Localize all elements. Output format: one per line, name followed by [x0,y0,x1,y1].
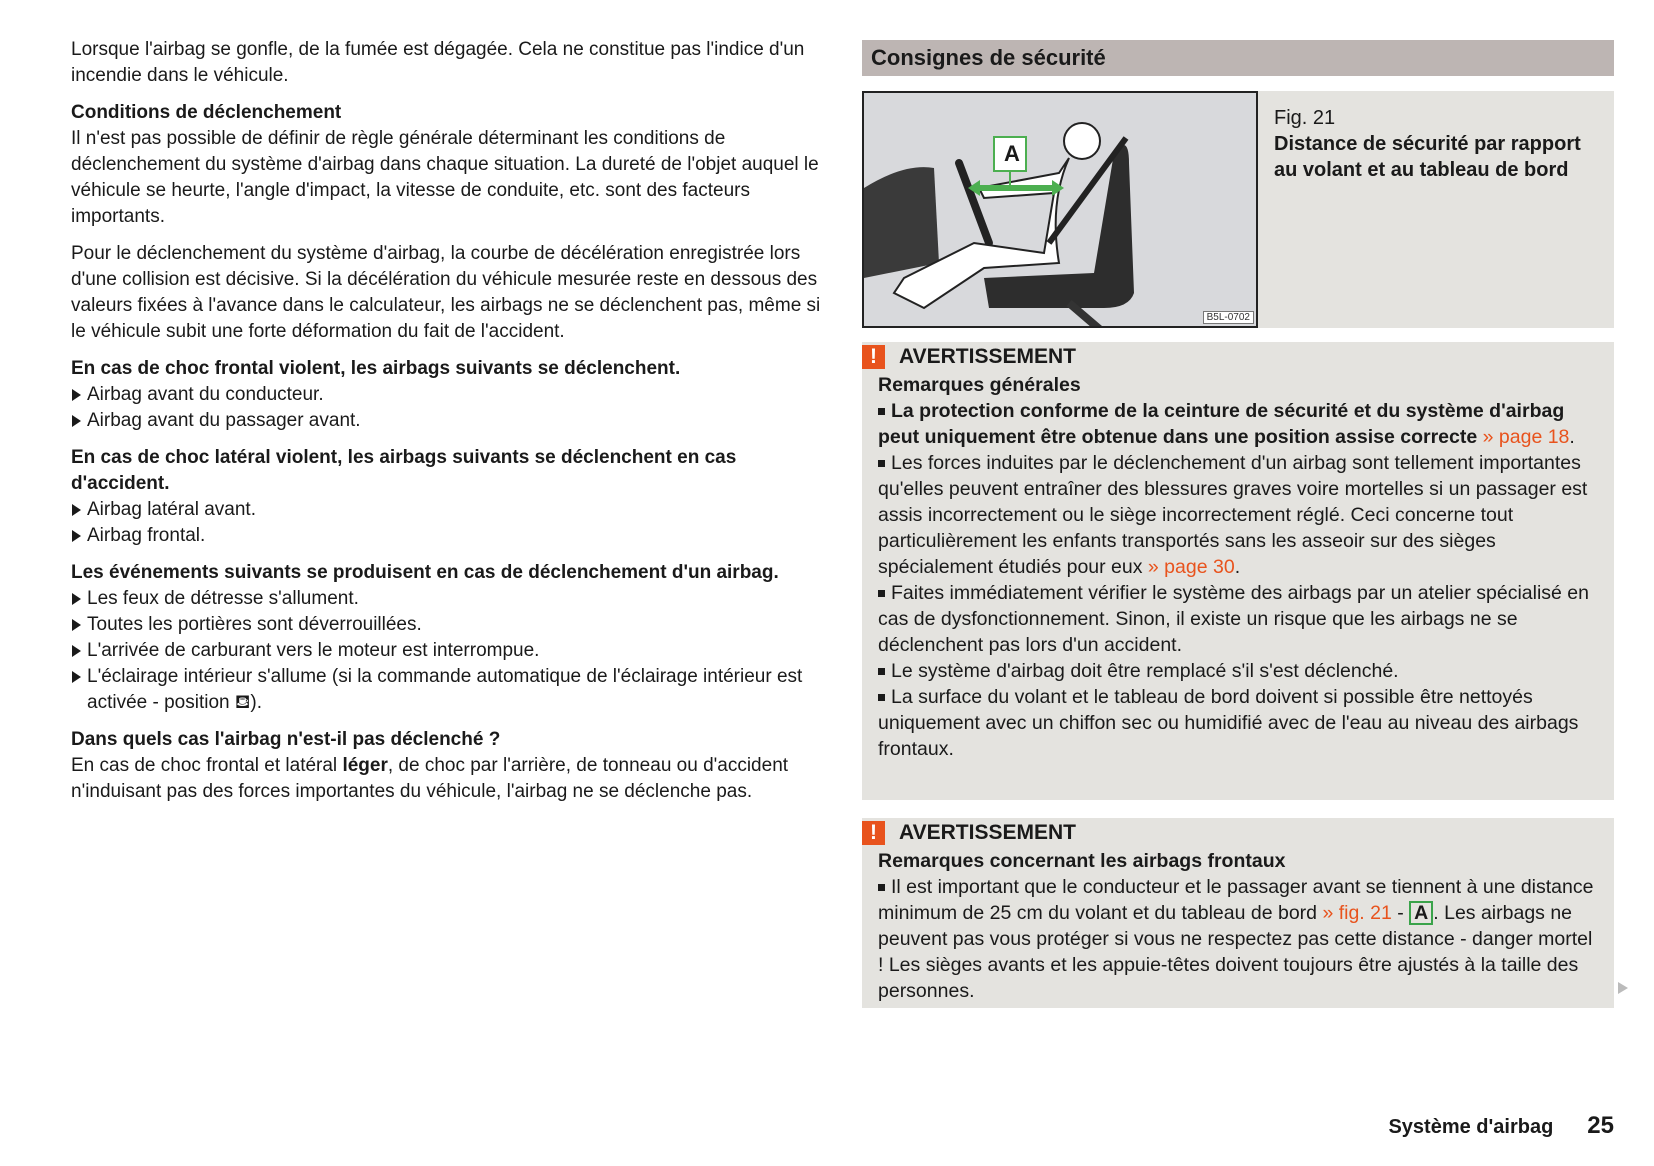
driver-seat-icon [864,93,1258,328]
warning-icon: ! [862,821,885,845]
bullet-icon [878,408,885,415]
figure-marker-a: A [1004,141,1020,166]
figure-panel [862,91,1614,328]
list-item: Toutes les portières sont déverrouillées. [71,612,827,638]
text-run: Les forces induites par le déclenchement d'un airbag sont tellement importantes qu'elles peuvent entraîner des blessures graves voire mortelles si un passager est assis incorrectement ou le siège incorrectement réglé. Ceci concerne tout particulièrement les enfants transportés sans les asseoir sur des sièges spécialement étudiés pour eux [878,452,1588,578]
list-item: Airbag latéral avant. [71,497,827,523]
text-run: Il est important que le conducteur et le passager avant se tiennent à une distance minimum de 25 cm du volant et du tableau de bord [878,876,1594,924]
list-item: Airbag avant du conducteur. [71,382,827,408]
continued-arrow-icon [1618,982,1628,994]
not-triggered-text [71,753,827,805]
figure-caption-text: Distance de sécurité par rapport au volant et au tableau de bord [1274,133,1581,181]
warning-subtitle: Remarques générales [878,374,1081,396]
warning-title-text: AVERTISSEMENT [899,345,1076,368]
text-run: Faites immédiatement vérifier le système des airbags par un atelier spécialisé en cas de dysfonctionnement. Sinon, il existe un risque que les airbags ne se déclenchent pas lors d'un accident. [878,582,1589,656]
text-run: - [1391,902,1410,924]
fig-21-link[interactable]: » fig. 21 [1322,902,1392,924]
list-item: Airbag frontal. [71,523,827,549]
warning-box-frontal [862,818,1614,1008]
warning-item [878,684,1600,762]
marker-a-box: A [1409,901,1433,925]
events-heading: Les événements suivants se produisent en cas de déclenchement d'un airbag. [71,562,779,583]
lateral-heading: En cas de choc latéral violent, les airbags suivants se déclenchent en cas d'accident. [71,447,737,494]
warning-icon: ! [862,345,885,369]
warning-item [878,658,1600,684]
lateral-list [71,497,827,549]
text-run: La protection conforme de la ceinture de sécurité et du système d'airbag peut uniquement être obtenue dans une position assise correcte [878,400,1565,448]
figure-label: Fig. 21 [1274,107,1336,129]
text-run: La surface du volant et le tableau de bord doivent si possible être nettoyés uniquement avec un chiffon sec ou humidifié avec de l'eau au niveau des airbags frontaux. [878,686,1579,760]
text-run: , de choc par l'arrière, de tonneau ou d'accident n'induisant pas des forces importantes du véhicule, l'airbag ne se déclenche pas. [71,755,789,802]
deceleration-text: Pour le déclenchement du système d'airbag, la courbe de décélération enregistrée lors d'une collision est décisive. Si la décélération du véhicule mesurée reste en dessous des valeurs fixées à l'avance dans le calculateur, les airbags ne se déclenchent pas, même si le véhicule subit une forte déformation du fait de l'accident. [71,243,821,342]
page-30-link[interactable]: » page 30 [1147,556,1235,578]
seat-distance-illustration [862,91,1258,328]
text-run: . Les airbags ne peuvent pas vous protéger si vous ne respectez pas cette distance - danger mortel ! Les sièges avants et les appuie-têtes doivent toujours être ajustés à la taille des personnes. [878,902,1593,1002]
warning-item: La protection conforme de la ceinture de sécurité et du système d'airbag peut uniquement être obtenue dans une position assise correcte » page 18. [878,400,1575,448]
page-number: 25 [1587,1112,1614,1139]
bullet-icon [878,884,885,891]
bold-text: léger [342,755,388,776]
warning-item: Les forces induites par le déclenchement d'un airbag sont tellement importantes qu'elles peuvent entraîner des blessures graves voire mortelles si un passager est assis incorrectement ou le siège incorrectement réglé. Ceci concerne tout particulièrement les enfants transportés sans les asseoir sur des sièges spécialement étudiés pour eux » page 30. [878,452,1588,578]
not-triggered-heading: Dans quels cas l'airbag n'est-il pas déclenché ? [71,729,501,750]
bullet-icon [878,694,885,701]
left-column [71,37,827,816]
page-18-link[interactable]: » page 18 [1482,426,1570,448]
frontal-list [71,382,827,434]
list-item: Airbag avant du passager avant. [71,408,827,434]
conditions-text: Il n'est pas possible de définir de règle générale déterminant les conditions de déclenchement du système d'airbag dans chaque situation. La dureté de l'objet auquel le véhicule se heurte, l'angle d'impact, la vitesse de conduite, etc. sont des facteurs importants. [71,128,819,227]
page-footer [1388,1112,1614,1140]
warning-item [878,874,1600,1004]
warning-title [862,818,1600,848]
footer-section: Système d'airbag [1388,1116,1554,1138]
warning-box-general [862,342,1614,800]
bullet-icon [878,668,885,675]
list-item: Les feux de détresse s'allument. [71,586,827,612]
bullet-icon [878,460,885,467]
list-item: L'éclairage intérieur s'allume (si la commande automatique de l'éclairage intérieur est activée - position ⛾). [71,664,827,716]
intro-text: Lorsque l'airbag se gonfle, de la fumée est dégagée. Cela ne constitue pas l'indice d'un incendie dans le véhicule. [71,39,805,86]
text-run: En cas de choc frontal et latéral [71,755,343,776]
figure-code: B5L-0702 [1203,311,1254,324]
events-list [71,586,827,716]
section-header: Consignes de sécurité [862,40,1614,76]
warning-title-text: AVERTISSEMENT [899,821,1076,844]
warning-subtitle: Remarques concernant les airbags frontaux [878,850,1286,872]
warning-title [862,342,1600,372]
text-run: Le système d'airbag doit être remplacé s'il s'est déclenché. [891,660,1399,682]
figure-caption [1274,105,1604,183]
warning-item [878,580,1600,658]
list-item: L'arrivée de carburant vers le moteur est interrompue. [71,638,827,664]
bullet-icon [878,590,885,597]
conditions-heading: Conditions de déclenchement [71,102,342,123]
frontal-heading: En cas de choc frontal violent, les airbags suivants se déclenchent. [71,358,681,379]
